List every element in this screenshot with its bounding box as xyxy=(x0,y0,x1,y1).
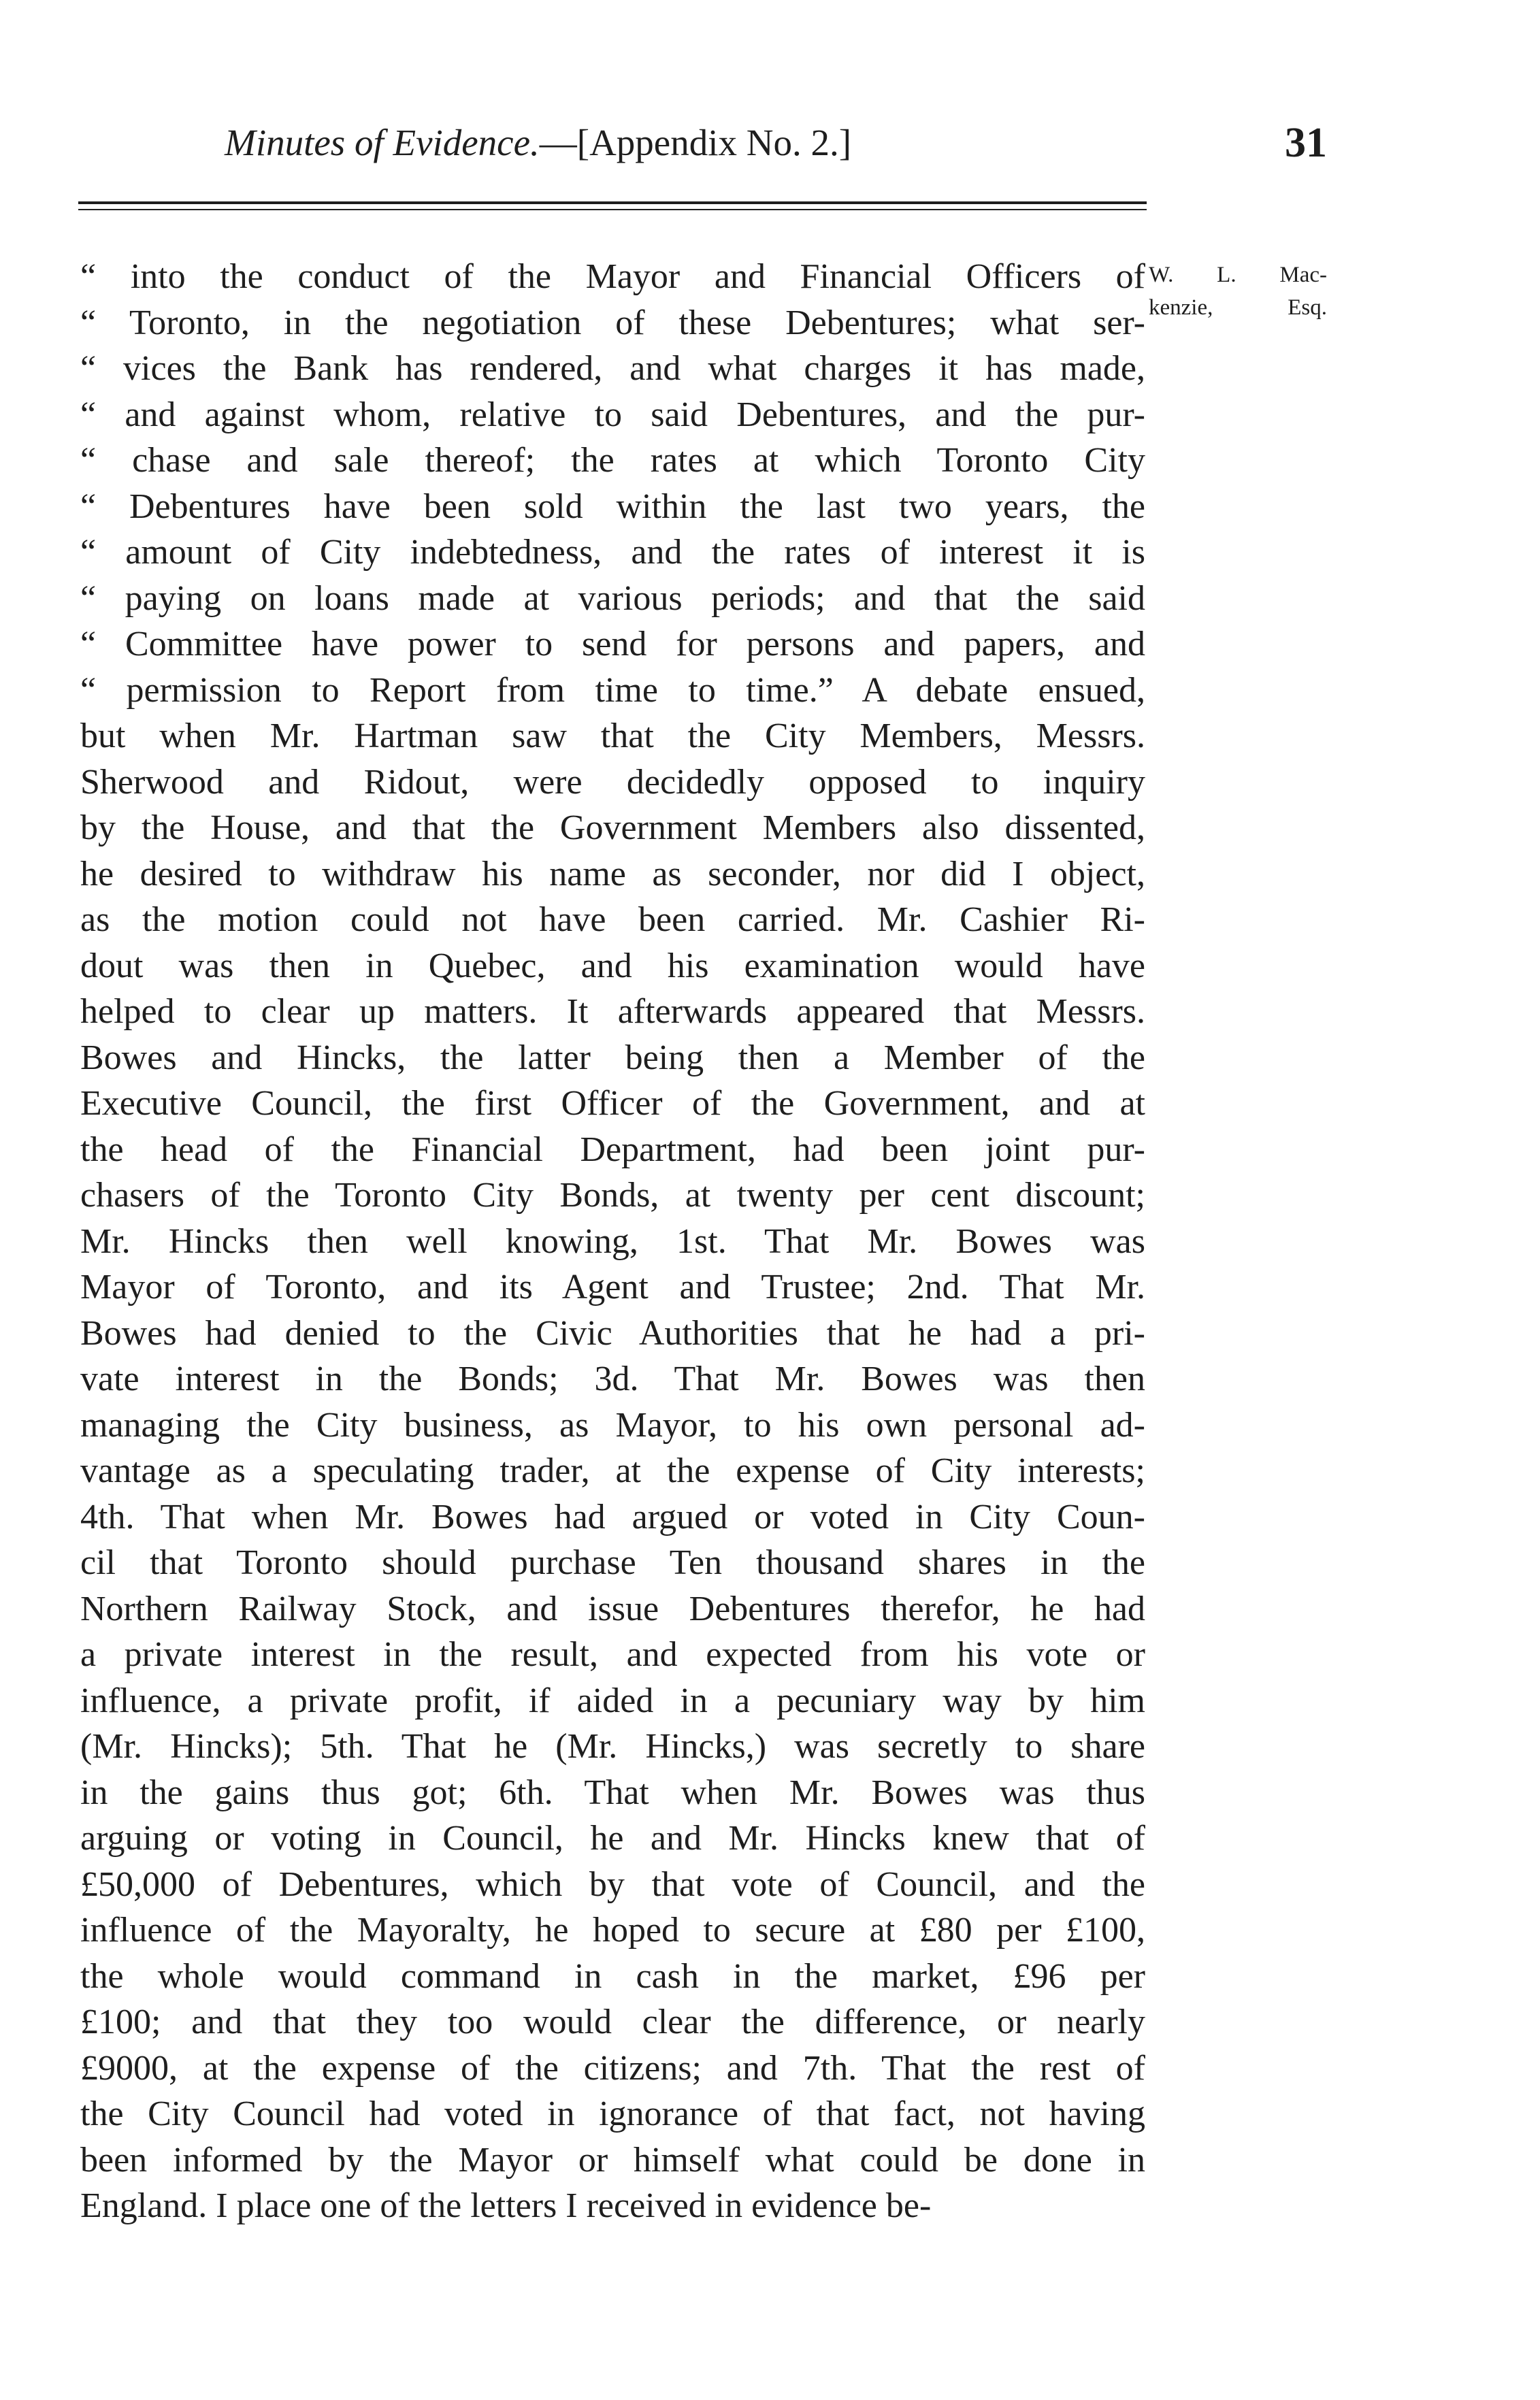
text-line-19: Executive Council, the first Officer of the Government, and at xyxy=(80,1084,1145,1123)
header-rule-thin xyxy=(78,209,1147,210)
text-line-20: the head of the Financial Department, had been joint pur- xyxy=(80,1130,1145,1169)
text-line-18: Bowes and Hincks, the latter being then a Member of the xyxy=(80,1038,1145,1077)
text-line-10: “ permission to Report from time to time.” A debate ensued, xyxy=(80,670,1145,710)
text-line-37: influence of the Mayoralty, he hoped to secure at £80 per £100, xyxy=(80,1911,1145,1950)
text-line-6: “ Debentures have been sold within the last two years, the xyxy=(80,487,1145,526)
text-line-31: a private interest in the result, and expected from his vote or xyxy=(80,1635,1145,1674)
text-line-24: Bowes had denied to the Civic Authorities that he had a pri- xyxy=(80,1313,1145,1353)
text-line-27: vantage as a speculating trader, at the expense of City interests; xyxy=(80,1451,1145,1490)
text-line-5: “ chase and sale thereof; the rates at which Toronto City xyxy=(80,441,1145,480)
text-line-16: dout was then in Quebec, and his examination would have xyxy=(80,946,1145,985)
text-line-34: in the gains thus got; 6th. That when Mr. Bowes was thus xyxy=(80,1773,1145,1812)
text-line-7: “ amount of City indebtedness, and the rates of interest it is xyxy=(80,533,1145,572)
header-title-italic: Minutes of Evidence. xyxy=(225,122,540,163)
text-line-35: arguing or voting in Council, he and Mr. Hincks knew that of xyxy=(80,1819,1145,1858)
text-line-11: but when Mr. Hartman saw that the City Members, Messrs. xyxy=(80,717,1145,755)
header-rule-thick xyxy=(78,201,1147,204)
text-line-25: vate interest in the Bonds; 3d. That Mr. Bowes was then xyxy=(80,1360,1145,1398)
text-line-9: “ Committee have power to send for persons and papers, and xyxy=(80,625,1145,663)
text-line-12: Sherwood and Ridout, were decidedly opposed to inquiry xyxy=(80,762,1145,802)
text-line-2: “ Toronto, in the negotiation of these Debentures; what ser- xyxy=(80,303,1145,342)
text-line-8: “ paying on loans made at various periods; and that the said xyxy=(80,578,1145,618)
margin-note-line-1: W. L. Mac- xyxy=(1149,263,1327,287)
text-line-30: Northern Railway Stock, and issue Debentures therefor, he had xyxy=(80,1589,1145,1628)
header-title xyxy=(225,112,851,174)
text-line-41: the City Council had voted in ignorance of that fact, not having xyxy=(80,2094,1145,2133)
text-line-43: England. I place one of the letters I received in evidence be- xyxy=(80,2186,932,2225)
text-line-26: managing the City business, as Mayor, to his own personal ad- xyxy=(80,1405,1145,1445)
text-line-21: chasers of the Toronto City Bonds, at twenty per cent discount; xyxy=(80,1176,1145,1215)
text-line-13: by the House, and that the Government Members also dissented, xyxy=(80,808,1145,847)
text-line-29: cil that Toronto should purchase Ten thousand shares in the xyxy=(80,1543,1145,1582)
text-line-39: £100; and that they too would clear the difference, or nearly xyxy=(80,2003,1145,2041)
text-line-22: Mr. Hincks then well knowing, 1st. That Mr. Bowes was xyxy=(80,1221,1145,1261)
text-line-15: as the motion could not have been carried. Mr. Cashier Ri- xyxy=(80,900,1145,939)
text-line-40: £9000, at the expense of the citizens; and 7th. That the rest of xyxy=(80,2048,1145,2088)
body-text xyxy=(80,254,1145,2229)
text-line-14: he desired to withdraw his name as seconder, nor did I object, xyxy=(80,854,1145,893)
page-number: 31 xyxy=(1285,120,1327,166)
text-line-17: helped to clear up matters. It afterwards appeared that Messrs. xyxy=(80,992,1145,1031)
text-line-4: “ and against whom, relative to said Debentures, and the pur- xyxy=(80,395,1145,434)
text-line-42: been informed by the Mayor or himself what could be done in xyxy=(80,2140,1145,2180)
header-title-appendix: —[Appendix No. 2.] xyxy=(539,122,852,163)
text-line-1: “ into the conduct of the Mayor and Financial Officers of xyxy=(80,257,1145,296)
text-line-36: £50,000 of Debentures, which by that vote of Council, and the xyxy=(80,1864,1145,1904)
text-line-33: (Mr. Hincks); 5th. That he (Mr. Hincks,) was secretly to share xyxy=(80,1727,1145,1766)
running-header xyxy=(225,112,1327,174)
text-line-32: influence, a private profit, if aided in a pecuniary way by him xyxy=(80,1681,1145,1720)
margin-note-line-2: kenzie, Esq. xyxy=(1149,295,1327,320)
text-line-28: 4th. That when Mr. Bowes had argued or voted in City Coun- xyxy=(80,1497,1145,1536)
margin-note xyxy=(1149,259,1327,324)
text-line-3: “ vices the Bank has rendered, and what charges it has made, xyxy=(80,349,1145,388)
text-line-38: the whole would command in cash in the market, £96 per xyxy=(80,1956,1145,1996)
text-line-23: Mayor of Toronto, and its Agent and Trustee; 2nd. That Mr. xyxy=(80,1268,1145,1306)
